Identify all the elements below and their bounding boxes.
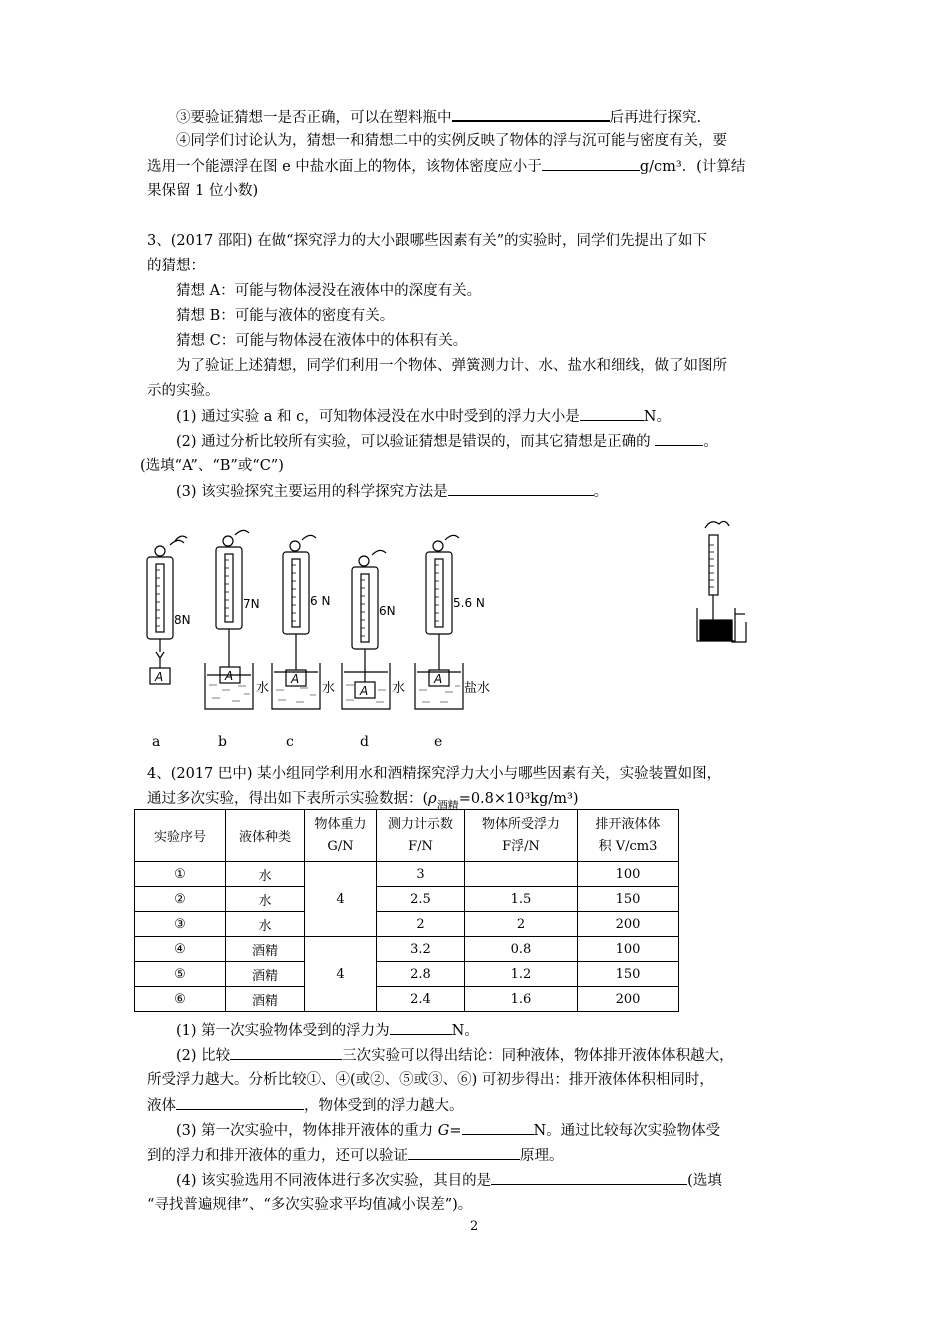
q4-sub4: (4) 该实验选用不同液体进行多次实验，其目的是 (选填 [176, 1170, 722, 1191]
liquid-e: 盐水 [464, 681, 491, 696]
q3-blank-3[interactable] [448, 481, 594, 496]
header-buoyancy: 物体所受浮力 F浮/N [465, 810, 578, 862]
reading-c: 6 N [310, 594, 331, 608]
object-e: A [434, 672, 443, 686]
q4-blank-6[interactable] [491, 1170, 687, 1185]
q3-sub1: (1) 通过实验 a 和 c，可知物体浸没在水中时受到的浮力大小是 N。 [176, 406, 671, 427]
header-liquid: 液体种类 [226, 810, 305, 862]
q3-guess-a: 猜想 A：可能与物体浸没在液体中的深度有关。 [176, 283, 482, 299]
table-row: ② 水 2.5 1.5 150 [135, 887, 679, 912]
liquid-d: 水 [392, 681, 406, 696]
q3-line6: 为了验证上述猜想，同学们利用一个物体、弹簧测力计、水、盐水和细线，做了如图所 [176, 358, 727, 374]
q4-blank-1[interactable] [390, 1020, 452, 1035]
q3-guess-c: 猜想 C：可能与物体浸在液体中的体积有关。 [176, 333, 468, 349]
q2-line3: 选用一个能漂浮在图 e 中盐水面上的物体，该物体密度应小于 g/cm³．(计算结 [147, 156, 745, 177]
caption-a: a [152, 734, 161, 750]
q3-sub2: (2) 通过分析比较所有实验，可以验证猜想是错误的，而其它猜想是正确的 。 [176, 431, 718, 452]
header-reading: 测力计示数 F/N [377, 810, 465, 862]
reading-e: 5.6 N [453, 596, 485, 610]
q4-sub2-line3: 液体 ，物体受到的浮力越大。 [147, 1095, 464, 1116]
q4-sub2-line2: 所受浮力越大。分析比较①、④(或②、⑤或③、⑥) 可初步得出：排开液体体积相同时， [147, 1072, 714, 1088]
q4-blank-4[interactable] [462, 1120, 534, 1135]
q4-sub4-line2: “寻找普遍规律”、“多次实验求平均值减小误差”)。 [147, 1197, 473, 1213]
q2-blank-2[interactable] [542, 156, 640, 171]
header-volume: 排开液体体 积 V/cm3 [578, 810, 679, 862]
q4-line1: 4、(2017 巴中) 某小组同学利用水和酒精探究浮力大小与哪些因素有关，实验装置如图， [147, 766, 722, 782]
caption-e: e [434, 734, 443, 750]
q4-blank-2[interactable] [230, 1045, 342, 1060]
caption-d: d [360, 734, 369, 750]
q4-blank-3[interactable] [176, 1095, 304, 1110]
q2-line1: ③要验证猜想一是否正确，可以在塑料瓶中 后再进行探究. [176, 106, 701, 128]
q4-sub3-line2: 到的浮力和排开液体的重力，还可以验证 原理。 [147, 1145, 564, 1166]
table-row: ① 水 4 3 100 [135, 862, 679, 887]
reading-a: 8N [174, 613, 191, 627]
q3-line1: 3、(2017 邵阳) 在做“探究浮力的大小跟哪些因素有关”的实验时，同学们先提出了如下 [147, 233, 707, 249]
page-number: 2 [470, 1219, 479, 1234]
table-header-row [135, 810, 679, 862]
object-d: A [360, 684, 369, 698]
reading-b: 7N [243, 597, 260, 611]
q4-sub1: (1) 第一次实验物体受到的浮力为 N。 [176, 1020, 479, 1041]
object-a: A [155, 670, 164, 684]
caption-b: b [218, 734, 227, 750]
q3-sub3: (3) 该实验探究主要运用的科学探究方法是 。 [176, 481, 608, 502]
caption-c: c [286, 734, 294, 750]
q3-blank-2[interactable] [655, 431, 703, 446]
q3-line7: 示的实验。 [147, 383, 220, 399]
q4-line2: 通过多次实验，得出如下表所示实验数据：$(\rho_{酒精}=0.8\times 10^3kg/m^3)$ [147, 791, 579, 812]
header-weight: 物体重力 G/N [305, 810, 377, 862]
table-row: ⑤ 酒精 2.8 1.2 150 [135, 962, 679, 987]
scale-a [147, 536, 187, 684]
q2-blank-1[interactable] [452, 106, 610, 122]
q2-line2: ④同学们讨论认为，猜想一和猜想二中的实例反映了物体的浮与沉可能与密度有关，要 [176, 133, 727, 149]
data-table [134, 809, 679, 1012]
table-row: ③ 水 2 2 200 [135, 912, 679, 937]
q4-sub2: (2) 比较 三次实验可以得出结论：同种液体，物体排开液体体积越大， [176, 1045, 734, 1066]
table-row: ⑥ 酒精 2.4 1.6 200 [135, 987, 679, 1012]
liquid-b: 水 [256, 681, 270, 696]
spring-scale-figure [0, 510, 950, 740]
object-b: A [225, 669, 234, 683]
header-index: 实验序号 [135, 810, 226, 862]
object-c: A [291, 672, 300, 686]
q4-sub3: (3) 第一次实验中，物体排开液体的重力 G= N。通过比较每次实验物体受 [176, 1120, 720, 1141]
q4-blank-5[interactable] [408, 1145, 520, 1160]
q3-line2: 的猜想： [147, 258, 205, 274]
q3-blank-1[interactable] [580, 406, 644, 421]
q3-guess-b: 猜想 B：可能与液体的密度有关。 [176, 308, 395, 324]
overflow-can-apparatus [697, 521, 746, 642]
q3-sub2-note: (选填“A”、“B”或“C”) [140, 458, 284, 474]
reading-d: 6N [379, 604, 396, 618]
q2-line4: 果保留 1 位小数) [147, 183, 259, 199]
liquid-c: 水 [322, 681, 336, 696]
table-row: ④ 酒精 4 3.2 0.8 100 [135, 937, 679, 962]
